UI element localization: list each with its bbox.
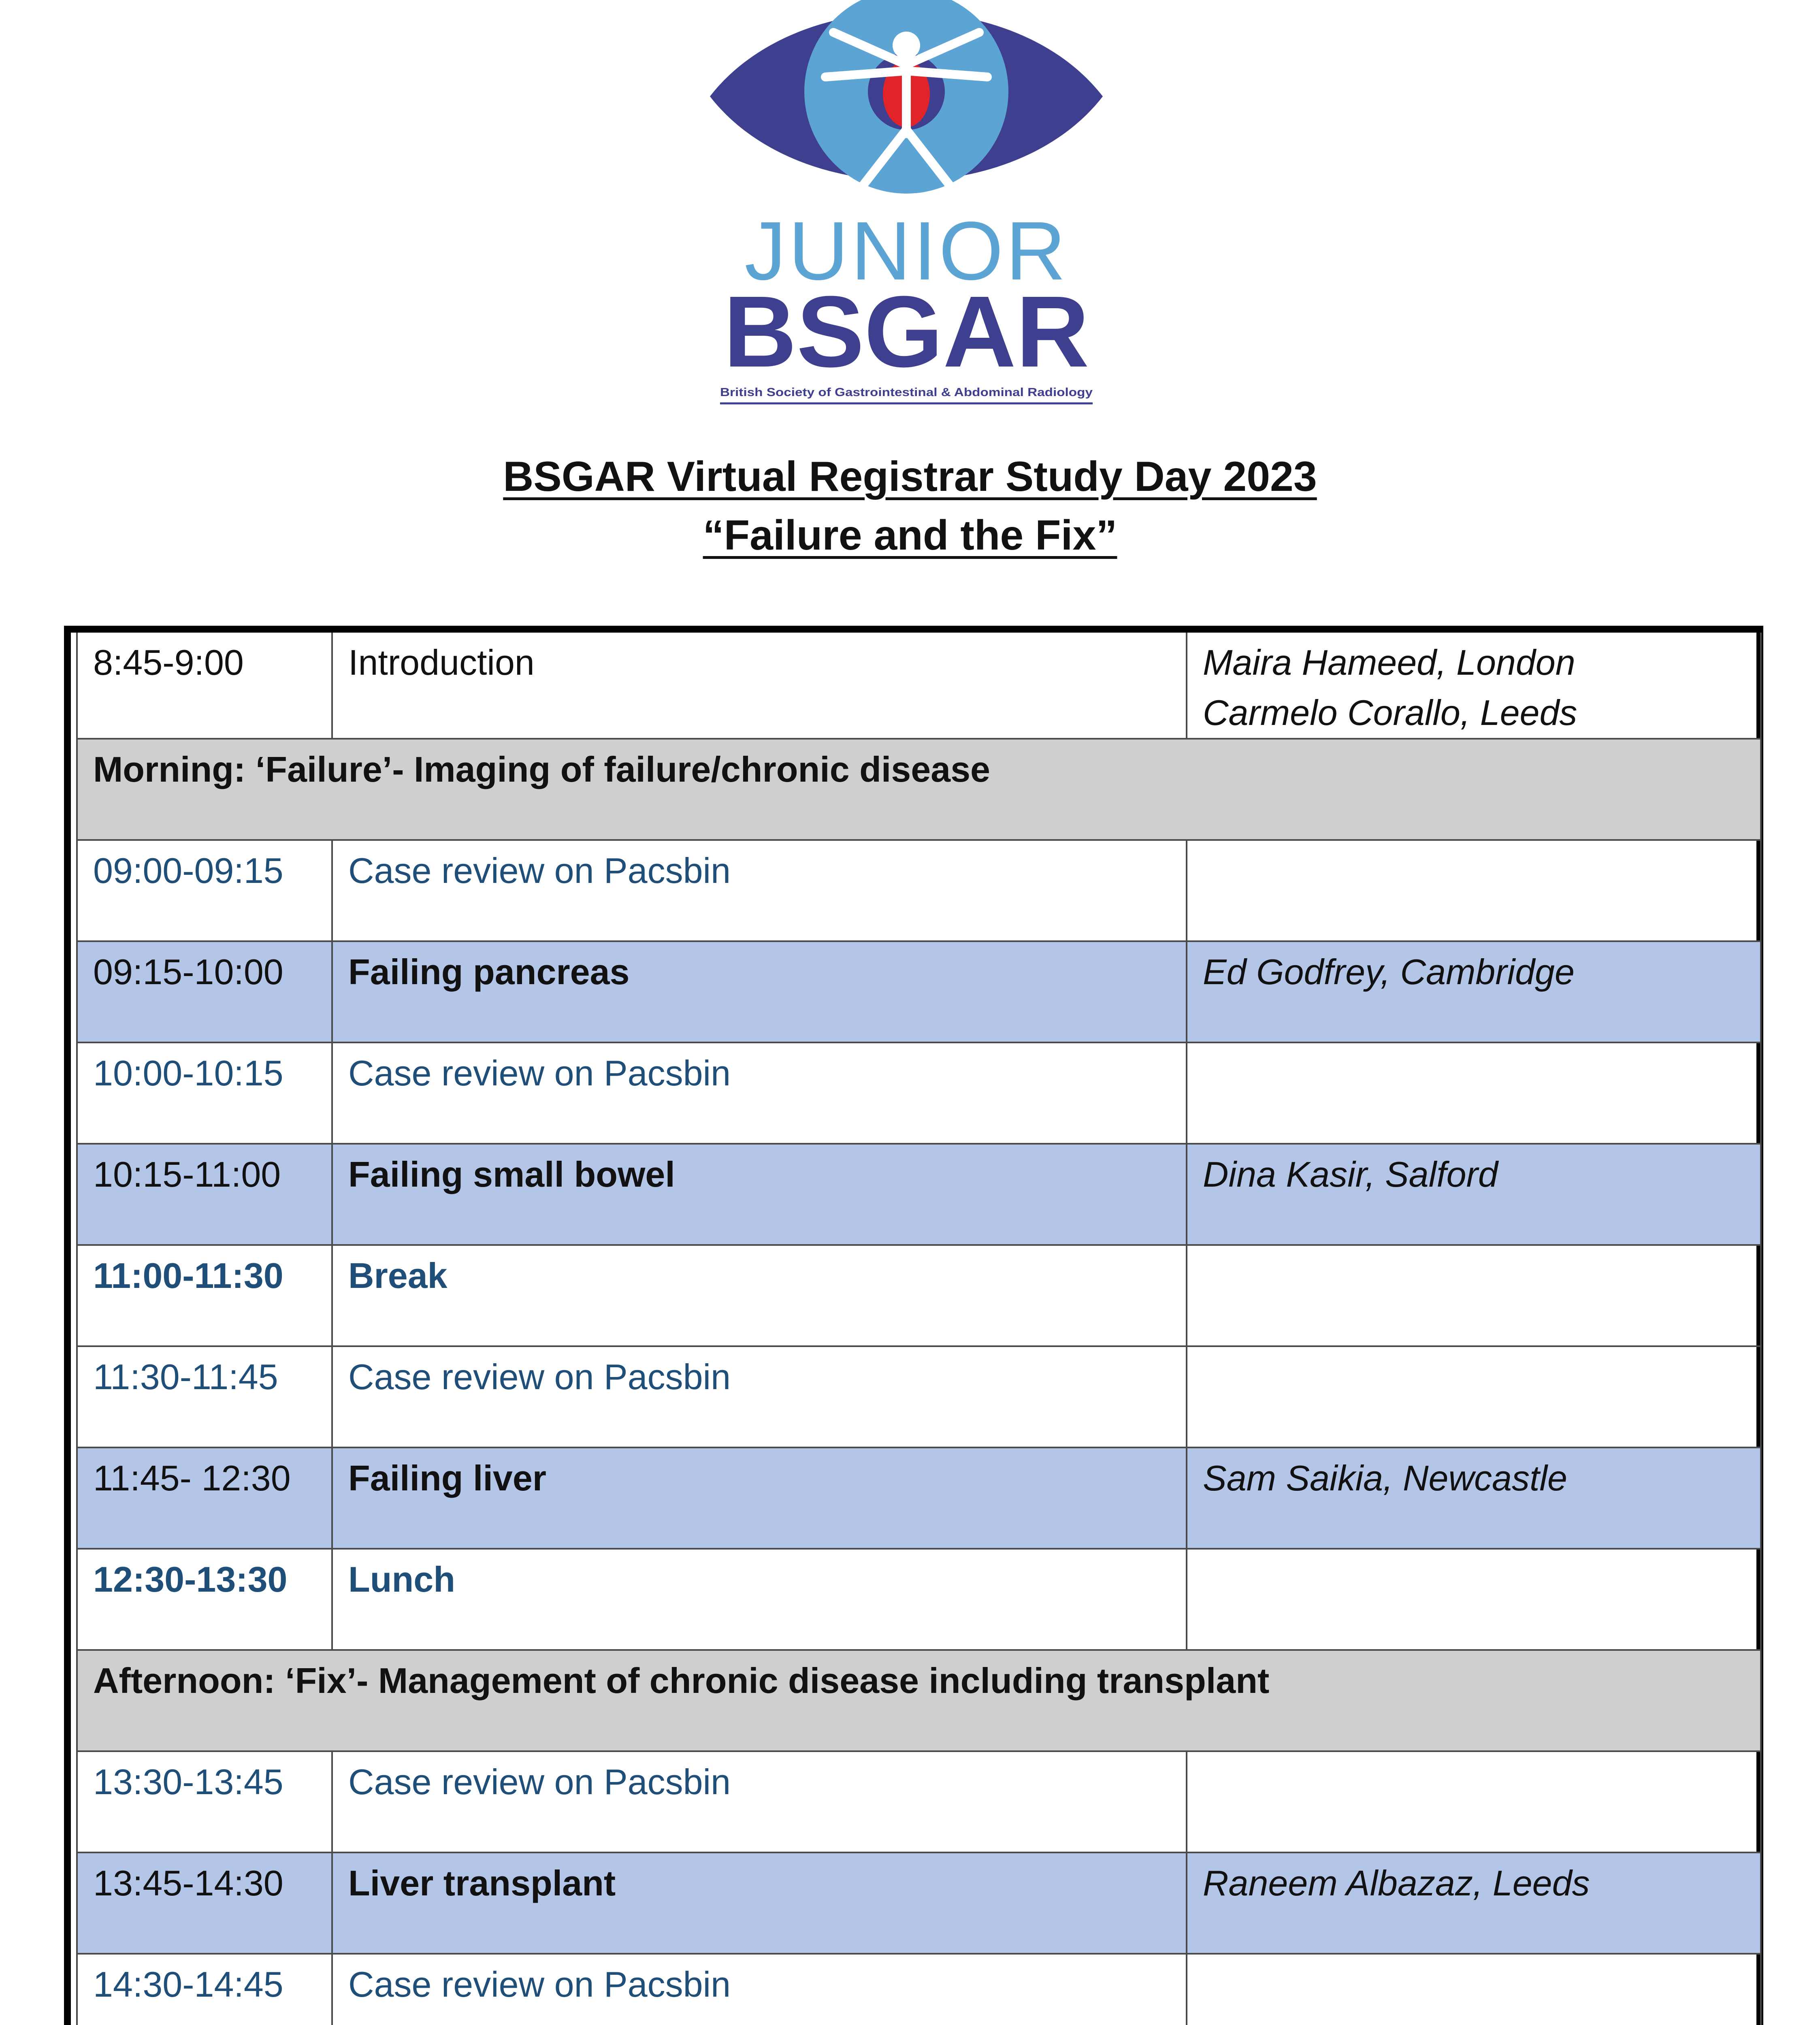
schedule-row [77, 633, 1761, 739]
schedule-row [77, 1245, 1761, 1346]
schedule-row [77, 941, 1761, 1042]
session-speaker [1187, 1346, 1761, 1447]
session-time: 12:30-13:30 [77, 1549, 332, 1650]
session-title: Failing liver [332, 1447, 1187, 1549]
schedule-row [77, 1751, 1761, 1852]
session-title: Case review on Pacsbin [332, 1042, 1187, 1144]
session-speaker [1187, 1042, 1761, 1144]
session-time: 09:15-10:00 [77, 941, 332, 1042]
schedule-row [77, 1954, 1761, 2025]
session-speaker [1187, 1245, 1761, 1346]
session-title: Introduction [332, 633, 1187, 739]
speaker-line: Ed Godfrey, Cambridge [1203, 952, 1575, 992]
session-speaker [1187, 840, 1761, 941]
session-time: 11:00-11:30 [77, 1245, 332, 1346]
session-speaker [1187, 633, 1761, 739]
session-time: 09:00-09:15 [77, 840, 332, 941]
speaker-line: Sam Saikia, Newcastle [1203, 1458, 1567, 1498]
session-speaker [1187, 1751, 1761, 1852]
title-line-1: BSGAR Virtual Registrar Study Day 2023 [503, 453, 1317, 500]
section-header-row [77, 739, 1761, 840]
section-header-text: Morning: ‘Failure’- Imaging of failure/chronic disease [77, 739, 1761, 840]
session-speaker [1187, 941, 1761, 1042]
session-title: Failing small bowel [332, 1144, 1187, 1245]
logo-bsgar-text: BSGAR [723, 275, 1089, 388]
session-speaker [1187, 1549, 1761, 1650]
session-speaker [1187, 1144, 1761, 1245]
schedule-table [64, 626, 1763, 2025]
logo-tagline-text: British Society of Gastrointestinal & Abdominal Radiology [720, 386, 1093, 399]
schedule-row [77, 1042, 1761, 1144]
session-time: 8:45-9:00 [77, 633, 332, 739]
schedule-row [77, 1852, 1761, 1954]
session-title: Case review on Pacsbin [332, 840, 1187, 941]
session-speaker [1187, 1447, 1761, 1549]
speaker-line: Maira Hameed, London [1203, 642, 1575, 682]
section-header-row [77, 1650, 1761, 1751]
logo-junior-text: JUNIOR [744, 205, 1068, 297]
schedule-body [77, 633, 1761, 2025]
section-header-text: Afternoon: ‘Fix’- Management of chronic disease including transplant [77, 1650, 1761, 1751]
session-time: 13:45-14:30 [77, 1852, 332, 1954]
session-time: 10:15-11:00 [77, 1144, 332, 1245]
schedule-row [77, 840, 1761, 941]
session-time: 14:30-14:45 [77, 1954, 332, 2025]
page-title [0, 448, 1820, 565]
schedule-row [77, 1144, 1761, 1245]
session-speaker [1187, 1954, 1761, 2025]
schedule-row [77, 1447, 1761, 1549]
speaker-line: Dina Kasir, Salford [1203, 1154, 1498, 1194]
schedule-row [77, 1549, 1761, 1650]
session-time: 11:30-11:45 [77, 1346, 332, 1447]
session-title: Case review on Pacsbin [332, 1346, 1187, 1447]
session-title: Liver transplant [332, 1852, 1187, 1954]
session-time: 10:00-10:15 [77, 1042, 332, 1144]
session-time: 13:30-13:45 [77, 1751, 332, 1852]
junior-bsgar-logo [704, 0, 1109, 409]
speaker-line: Raneem Albazaz, Leeds [1203, 1863, 1590, 1903]
session-title: Lunch [332, 1549, 1187, 1650]
session-title: Case review on Pacsbin [332, 1751, 1187, 1852]
title-line-2: “Failure and the Fix” [703, 512, 1117, 559]
session-title: Case review on Pacsbin [332, 1954, 1187, 2025]
session-time: 11:45- 12:30 [77, 1447, 332, 1549]
speaker-line: Carmelo Corallo, Leeds [1203, 693, 1577, 733]
schedule-row [77, 1346, 1761, 1447]
session-speaker [1187, 1852, 1761, 1954]
session-title: Break [332, 1245, 1187, 1346]
session-title: Failing pancreas [332, 941, 1187, 1042]
